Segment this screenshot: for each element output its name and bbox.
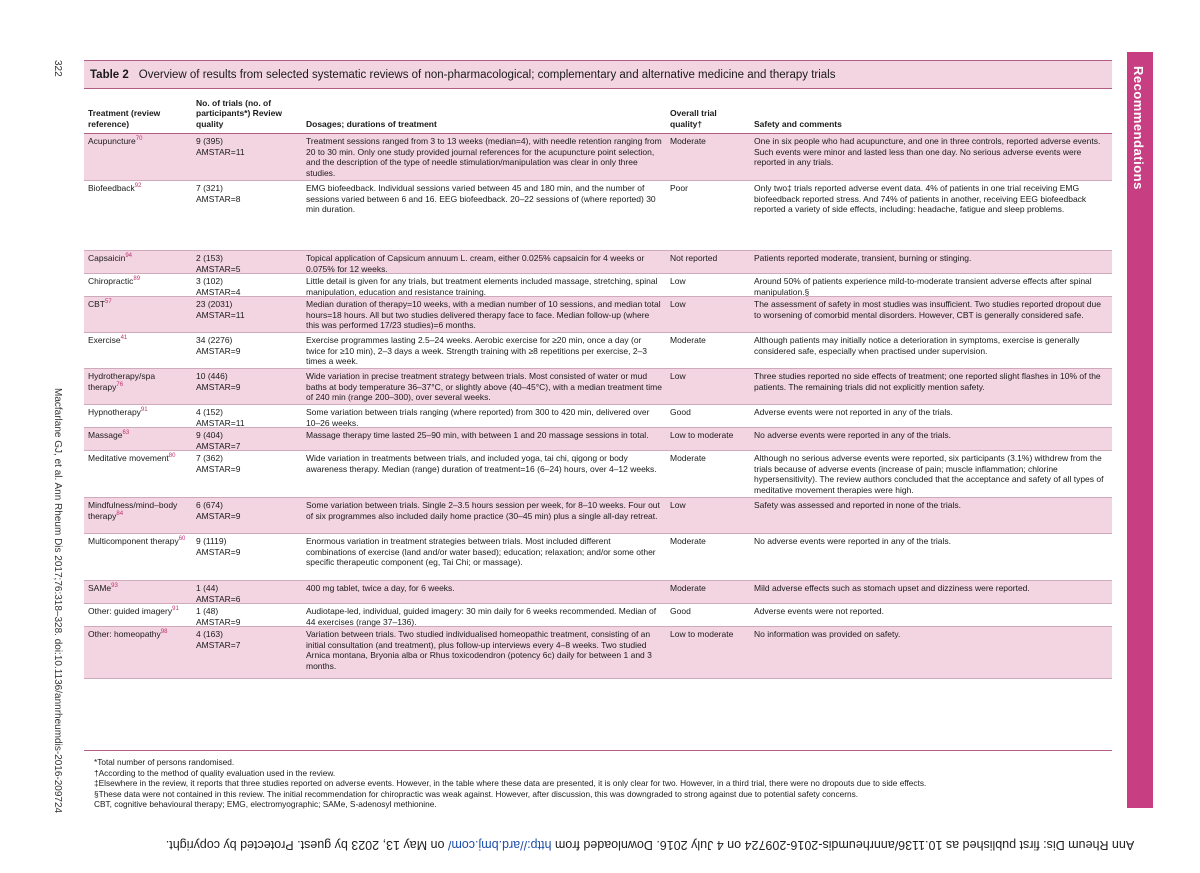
trial-count: 7 (362): [196, 453, 223, 463]
cell-treatment: [84, 369, 192, 405]
treatment-name: Hypnotherapy: [88, 407, 141, 417]
cell-trials: [192, 627, 302, 678]
cell-dosage: Wide variation in treatments between trials, and included yoga, tai chi, qigong or body awareness therapy. Median (range) duration of treatment=16 (6–24) hours, over 4–12 weeks.: [306, 453, 657, 474]
header-quality: Overall trial quality†: [670, 108, 717, 129]
section-tab: [1127, 52, 1153, 808]
reference-number: 89: [133, 276, 141, 283]
footnote: *Total number of persons randomised.: [94, 757, 235, 767]
amstar-score: AMSTAR=6: [196, 593, 241, 604]
cell-quality: Poor: [670, 183, 688, 193]
cell-dosage: Some variation between trials. Single 2–3.5 hours session per week, for 8–10 weeks. Four out of six programmes also included daily home practice (30–45 min) plus a single all-day retreat.: [306, 500, 660, 521]
reference-number: 84: [116, 510, 124, 517]
cell-safety: Adverse events were not reported in any of the trials.: [754, 407, 953, 417]
cell-treatment: [84, 498, 192, 533]
table-row: [84, 181, 1112, 251]
cell-safety: Only two‡ trials reported adverse event data. 4% of patients in one trial receiving EMG biofeedback reported stress. And 74% of patients in another, receiving EEG biofeedback reported a variety of side effects, including: headache, fatigue and sleep problems.: [754, 183, 1087, 214]
cell-trials: [192, 181, 302, 250]
amstar-score: AMSTAR=11: [196, 146, 245, 157]
cell-dosage: Some variation between trials ranging (where reported) from 300 to 420 min, delivered over 10–26 weeks.: [306, 407, 650, 428]
download-footer: [150, 838, 1150, 852]
trial-count: 23 (2031): [196, 299, 233, 309]
cell-treatment: [84, 181, 192, 250]
amstar-score: AMSTAR=5: [196, 263, 241, 274]
cell-trials: [192, 251, 302, 276]
trial-count: 9 (1119): [196, 536, 227, 546]
table-row: [84, 498, 1112, 534]
table-row: [84, 369, 1112, 405]
cell-quality: Low: [670, 371, 686, 381]
cell-quality: Moderate: [670, 136, 706, 146]
article-citation: Macfarlane GJ, et al. Ann Rheum Dis 2017;76:318–328. doi:10.1136/annrheumdis-2016-209724: [52, 388, 63, 814]
cell-treatment: [84, 428, 192, 453]
treatment-name: Other: guided imagery: [88, 606, 173, 616]
cell-safety: The assessment of safety in most studies was insufficient. Two studies reported dropout due to worsening of comorbid mental disorders. However, CBT is generally considered safe.: [754, 299, 1101, 320]
cell-treatment: [84, 134, 192, 180]
cell-dosage: 400 mg tablet, twice a day, for 6 weeks.: [306, 583, 455, 593]
cell-treatment: [84, 405, 192, 430]
trial-count: 1 (48): [196, 606, 219, 616]
cell-dosage: Median duration of therapy=10 weeks, with a median number of 10 sessions, and median total hours=18 hours. All but two studies delivered therapy face to face. Median follow-up (where this was performed 17/23 studies)=6 months.: [306, 299, 661, 330]
cell-treatment: [84, 297, 192, 333]
table-header: [84, 89, 1112, 134]
cell-trials: [192, 534, 302, 580]
reference-number: 94: [125, 253, 133, 260]
reference-number: 57: [105, 299, 112, 306]
table-row: [84, 297, 1112, 333]
amstar-score: AMSTAR=7: [196, 440, 241, 451]
trial-count: 4 (163): [196, 629, 223, 639]
footnote-divider: [84, 750, 1112, 751]
header-safety: Safety and comments: [754, 118, 842, 129]
reference-number: 91: [172, 606, 179, 613]
amstar-score: AMSTAR=9: [196, 546, 241, 557]
trial-count: 34 (2276): [196, 335, 233, 345]
table-row: [84, 581, 1112, 604]
cell-trials: [192, 498, 302, 533]
trial-count: 2 (153): [196, 253, 223, 263]
trial-count: 4 (152): [196, 407, 223, 417]
table-row: [84, 333, 1112, 369]
cell-dosage: Treatment sessions ranged from 3 to 13 weeks (median=4), with needle retention ranging from 20 to 30 min. Only one study provided journal references for the acupuncture point selection, and the description of the type of needle stimulation/manipulation was clear in only three studies.: [306, 136, 662, 178]
cell-treatment: [84, 251, 192, 276]
reference-number: 60: [178, 536, 186, 543]
treatment-name: Meditative movement: [88, 453, 169, 463]
cell-dosage: Topical application of Capsicum annuum L. cream, either 0.025% capsaicin for 4 weeks or 0.075% for 12 weeks.: [306, 253, 645, 274]
cell-quality: Low to moderate: [670, 430, 734, 440]
header-treatment: Treatment (review reference): [88, 108, 161, 129]
treatment-name: Hydrotherapy/spa therapy: [88, 371, 156, 392]
cell-dosage: Massage therapy time lasted 25–90 min, with between 1 and 20 massage sessions in total.: [306, 430, 649, 440]
treatment-name: Other: homeopathy: [88, 629, 161, 639]
cell-quality: Low: [670, 299, 686, 309]
cell-trials: [192, 369, 302, 405]
section-tab-label: Recommendations: [1131, 66, 1146, 190]
reference-number: 92: [134, 183, 142, 190]
cell-trials: [192, 274, 302, 299]
cell-quality: Good: [670, 407, 691, 417]
amstar-score: AMSTAR=9: [196, 510, 241, 521]
cell-treatment: [84, 451, 192, 497]
footer-link[interactable]: http://ard.bmj.com/: [447, 838, 552, 852]
cell-treatment: [84, 581, 192, 606]
cell-trials: [192, 333, 302, 369]
footer-text-end: on May 13, 2023 by guest. Protected by copyright.: [165, 838, 448, 852]
treatment-name: Capsaicin: [88, 253, 126, 263]
cell-treatment: [84, 274, 192, 299]
footnote: †According to the method of quality evaluation used in the review.: [94, 767, 336, 778]
treatment-name: Mindfulness/mind–body therapy: [88, 500, 178, 521]
cell-safety: Although no serious adverse events were reported, six participants (3.1%) withdrew from the trials because of adverse events (increase of pain; muscle inflammation; chlorine hypersensitivity). The review authors concluded that the acceptance and safety of all types of meditative movement therapies were high.: [754, 453, 1104, 495]
amstar-score: AMSTAR=7: [196, 639, 241, 650]
footnote: §These data were not contained in this review. The initial recommendation for chiropractic was weak against. However, after discussion, this was downgraded to strong against due to potential safety concerns.: [94, 788, 859, 799]
treatment-name: Biofeedback: [88, 183, 135, 193]
amstar-score: AMSTAR=8: [196, 193, 241, 204]
trial-count: 7 (321): [196, 183, 223, 193]
amstar-score: AMSTAR=9: [196, 345, 241, 356]
footer-text: Ann Rheum Dis: first published as 10.1136/annrheumdis-2016-209724 on 4 July 2016. Downloaded from: [551, 838, 1135, 852]
reference-number: 41: [120, 335, 128, 342]
cell-safety: Adverse events were not reported.: [754, 606, 884, 616]
table-row: [84, 604, 1112, 627]
cell-dosage: Exercise programmes lasting 2.5–24 weeks. Aerobic exercise for ≥20 min, once a day (or twice for ≥10 min), 2–3 days a week. Strength training with ≥8 repetitions per exercise, 2–3 times a week.: [306, 335, 648, 366]
table-row: [84, 405, 1112, 428]
table-title: Overview of results from selected systematic reviews of non-pharmacological; complementary and alternative medicine and therapy trials: [138, 68, 836, 81]
treatment-name: Massage: [88, 430, 123, 440]
amstar-score: AMSTAR=11: [196, 309, 245, 320]
cell-dosage: EMG biofeedback. Individual sessions varied between 45 and 180 min, and the number of sessions varied between 6 and 16. EEG biofeedback. 20–22 sessions of (where reported) 30 min duration.: [306, 183, 656, 214]
reference-number: 63: [122, 430, 130, 437]
trial-count: 6 (674): [196, 500, 223, 510]
trial-count: 9 (395): [196, 136, 223, 146]
cell-safety: Safety was assessed and reported in none of the trials.: [754, 500, 961, 510]
cell-treatment: [84, 534, 192, 580]
amstar-score: AMSTAR=9: [196, 463, 241, 474]
results-table: [84, 60, 1112, 679]
treatment-name: Exercise: [88, 335, 121, 345]
trial-count: 9 (404): [196, 430, 223, 440]
cell-quality: Moderate: [670, 536, 706, 546]
cell-dosage: Variation between trials. Two studied individualised homeopathic treatment, consisting of an initial consultation (and treatment), plus follow-up interviews every 4–8 weeks. Two studied Arnica montana, Bryonia alba or Rhus toxicodendron (potency 6c) daily for between 1 and 3 months.: [306, 629, 652, 671]
cell-safety: Although patients may initially notice a deterioration in symptoms, exercise is generally considered safe, especially when practised under supervision.: [754, 335, 1080, 356]
cell-treatment: [84, 627, 192, 678]
cell-safety: Patients reported moderate, transient, burning or stinging.: [754, 253, 972, 263]
treatment-name: CBT: [88, 299, 105, 309]
cell-quality: Not reported: [670, 253, 718, 263]
table-row: [84, 534, 1112, 581]
reference-number: 98: [160, 629, 168, 636]
cell-dosage: Enormous variation in treatment strategies between trials. Most included different combinations of exercise (land and/or water based); education; relaxation; and/or some other specific therapeutic component (eg, Tai Chi; or massage).: [306, 536, 656, 567]
cell-trials: [192, 581, 302, 606]
cell-dosage: Wide variation in precise treatment strategy between trials. Most consisted of water or mud baths at body temperature 36–37°C, or slightly above (40–45°C), with a median treatment time of 240 min (range 200–300), over several weeks.: [306, 371, 662, 402]
cell-trials: [192, 451, 302, 497]
table-row: [84, 274, 1112, 297]
cell-trials: [192, 134, 302, 180]
footnote: ‡Elsewhere in the review, it reports that three studies reported on adverse events. However, in the table where these data are presented, it is only clear for two. However, in a third trial, there were no dropouts due to side effects.: [94, 778, 927, 789]
cell-safety: Three studies reported no side effects of treatment; one reported slight flashes in 10% of the patients. The remaining trials did not explicitly mention safety.: [754, 371, 1101, 392]
table-title-bar: [84, 60, 1112, 89]
cell-treatment: [84, 333, 192, 369]
treatment-name: SAMe: [88, 583, 112, 593]
cell-quality: Low to moderate: [670, 629, 734, 639]
cell-safety: One in six people who had acupuncture, and one in three controls, reported adverse events. Such events were minor and lasted less than one day. No serious adverse events were reported in any trials.: [754, 136, 1101, 167]
cell-quality: Good: [670, 606, 691, 616]
cell-treatment: [84, 604, 192, 629]
reference-number: 76: [116, 381, 124, 388]
cell-trials: [192, 405, 302, 430]
trial-count: 10 (446): [196, 371, 228, 381]
page-number: 322: [52, 60, 63, 77]
amstar-score: AMSTAR=9: [196, 616, 241, 627]
cell-safety: Around 50% of patients experience mild-to-moderate transient adverse effects after spinal manipulation.§: [754, 276, 1092, 297]
treatment-name: Multicomponent therapy: [88, 536, 179, 546]
cell-trials: [192, 428, 302, 453]
cell-safety: Mild adverse effects such as stomach upset and dizziness were reported.: [754, 583, 1030, 593]
cell-trials: [192, 604, 302, 629]
cell-dosage: Little detail is given for any trials, but treatment elements included massage, stretching, spinal manipulation, education and resistance training.: [306, 276, 658, 297]
cell-quality: Low: [670, 276, 686, 286]
table-row: [84, 451, 1112, 498]
cell-safety: No adverse events were reported in any of the trials.: [754, 536, 952, 546]
header-trials: No. of trials (no. of participants*) Review quality: [196, 97, 282, 129]
treatment-name: Chiropractic: [88, 276, 134, 286]
cell-safety: No information was provided on safety.: [754, 629, 901, 639]
cell-dosage: Audiotape-led, individual, guided imagery: 30 min daily for 6 weeks recommended. Median of 44 exercises (range 37–136).: [306, 606, 657, 627]
amstar-score: AMSTAR=11: [196, 417, 245, 428]
table-label: Table 2: [90, 68, 129, 81]
table-body: [84, 134, 1112, 679]
header-dosages: Dosages; durations of treatment: [306, 118, 437, 129]
cell-trials: [192, 297, 302, 333]
cell-quality: Moderate: [670, 335, 706, 345]
reference-number: 80: [168, 453, 176, 460]
reference-number: 70: [135, 136, 143, 143]
reference-number: 93: [111, 583, 118, 590]
cell-quality: Low: [670, 500, 686, 510]
cell-safety: No adverse events were reported in any of the trials.: [754, 430, 952, 440]
reference-number: 91: [140, 407, 148, 414]
table-row: [84, 428, 1112, 451]
table-footnotes: [94, 757, 1104, 810]
cell-quality: Moderate: [670, 583, 706, 593]
cell-quality: Moderate: [670, 453, 706, 463]
footnote: CBT, cognitive behavioural therapy; EMG, electromyographic; SAMe, S-adenosyl methionine.: [94, 799, 437, 810]
treatment-name: Acupuncture: [88, 136, 136, 146]
trial-count: 3 (102): [196, 276, 223, 286]
table-row: [84, 134, 1112, 181]
amstar-score: AMSTAR=9: [196, 381, 241, 392]
table-row: [84, 627, 1112, 679]
amstar-score: AMSTAR=4: [196, 286, 241, 297]
table-row: [84, 251, 1112, 274]
trial-count: 1 (44): [196, 583, 219, 593]
